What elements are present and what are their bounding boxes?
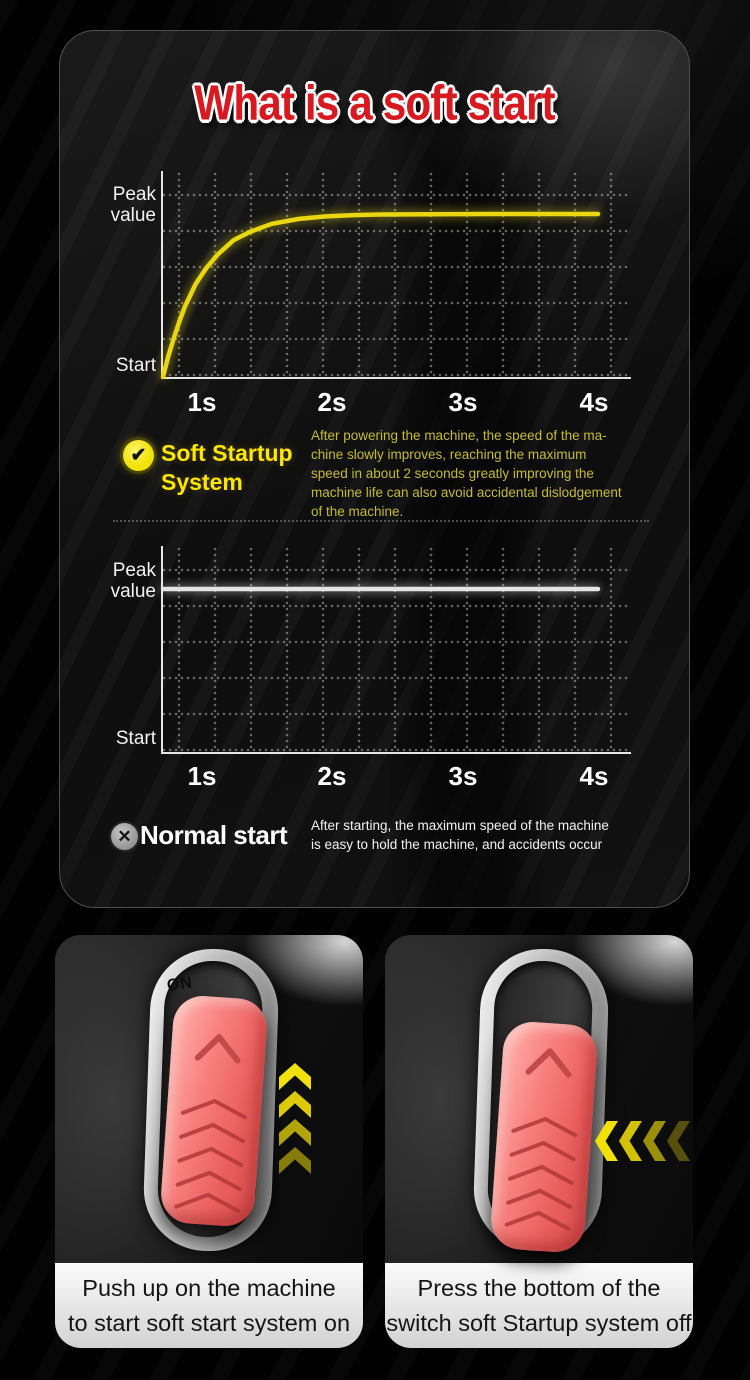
x-tick: 4s: [579, 387, 609, 417]
normal-start-heading: Normal start: [140, 820, 288, 850]
chevron-up-icon: [279, 1119, 311, 1146]
left-arrows-icon: [595, 1121, 691, 1161]
body-line: is easy to hold the machine, and accidents occur: [311, 837, 603, 852]
page-title: What is a soft start: [194, 74, 555, 131]
switch-off-photo: [385, 935, 693, 1263]
x-icon: [111, 823, 138, 850]
y-axis-label-start: Start: [115, 728, 156, 749]
caption-line: Press the bottom of the: [417, 1274, 661, 1301]
chevron-left-icon: [619, 1121, 642, 1161]
body-line: After powering the machine, the speed of the ma-: [311, 428, 607, 443]
body-line: machine life can also avoid accidental dislodgement: [311, 485, 622, 500]
normal-start-chart: [161, 546, 631, 754]
on-label: ON: [165, 974, 194, 995]
heading-line: Soft Startup: [161, 440, 293, 466]
body-line: chine slowly improves, reaching the maximum: [311, 447, 587, 462]
y-axis-label-peak: Peak value: [110, 184, 156, 226]
caption-line: to start soft start system on: [67, 1309, 351, 1336]
check-icon: [123, 440, 154, 471]
chevron-left-icon: [643, 1121, 666, 1161]
body-line: After starting, the maximum speed of the machine: [311, 818, 609, 833]
chevron-up-icon: [279, 1063, 311, 1090]
info-panel: [59, 30, 690, 908]
y-axis-label-peak: Peak value: [110, 560, 156, 602]
card-soft-start-off: [385, 935, 693, 1348]
x-tick: 2s: [317, 387, 347, 417]
x-tick: 4s: [579, 761, 609, 791]
y-axis-label-start: Start: [115, 355, 156, 376]
normal-start-description: [311, 816, 661, 854]
switch-ribs: [489, 1020, 599, 1254]
x-tick: 1s: [187, 387, 217, 417]
soft-startup-heading: [161, 439, 321, 497]
body-line: of the machine.: [311, 504, 404, 519]
card-soft-start-on: [55, 935, 363, 1348]
caption-line: Push up on the machine: [82, 1274, 336, 1301]
x-tick: 3s: [448, 387, 478, 417]
heading-line: System: [161, 469, 243, 495]
normal-start-line: [163, 546, 633, 754]
soft-start-chart: [161, 171, 631, 379]
chevron-left-icon: [667, 1121, 690, 1161]
up-arrows-icon: [279, 1063, 311, 1175]
switch-on-photo: [55, 935, 363, 1263]
chevron-up-icon: [279, 1091, 311, 1118]
card-caption: [385, 1263, 693, 1348]
red-switch: [489, 1020, 599, 1254]
card-caption: [55, 1263, 363, 1348]
body-line: speed in about 2 seconds greatly improving the: [311, 466, 594, 481]
soft-start-curve: [163, 171, 633, 379]
x-tick: 2s: [317, 761, 347, 791]
chevron-up-icon: [279, 1147, 311, 1174]
x-tick: 1s: [187, 761, 217, 791]
switch-ribs: [159, 994, 269, 1228]
chevron-left-icon: [595, 1121, 618, 1161]
caption-line: switch soft Startup system off: [386, 1309, 692, 1336]
red-switch: [159, 994, 269, 1228]
x-tick: 3s: [448, 761, 478, 791]
soft-startup-description: [311, 426, 656, 521]
check-glyph: ✔: [130, 445, 147, 466]
x-glyph: ✕: [117, 826, 132, 846]
dotted-divider: [113, 520, 649, 522]
